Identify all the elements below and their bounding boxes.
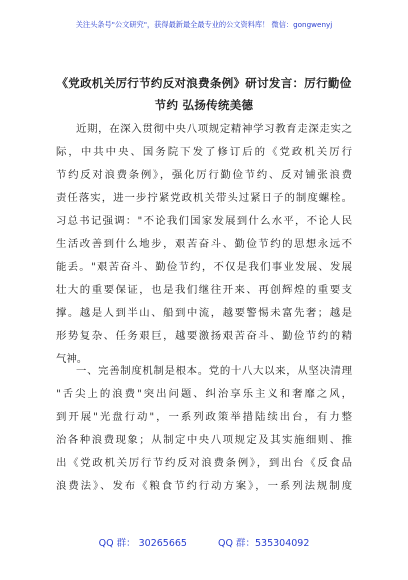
paragraph-line: 习总书记强调："不论我们国家发展到什么水平，不论人民: [56, 215, 352, 227]
footer-contact: [0, 535, 408, 549]
header-promo-note: 关注头条号"公文研究"，获得最新最全最专业的公文资料库！ 微信：gongwenyj: [75, 20, 333, 29]
paragraph-line: 壮大的重要保证，也是我们继往开来、再创辉煌的重要支: [56, 284, 352, 296]
paragraph-line: 形势复杂、任务艰巨，越要激扬艰苦奋斗、勤俭节约的精: [56, 330, 352, 342]
paragraph-line: 近期，在深入贯彻中央八项规定精神学习教育走深走实之: [76, 123, 352, 135]
body-paragraph: [56, 360, 352, 498]
paragraph-line: 到开展"光盘行动"，一系列政策举措陆续出台，有力整: [56, 411, 352, 423]
title-line: 《党政机关厉行节约反对浪费条例》研讨发言：厉行勤俭: [56, 76, 352, 90]
body-paragraph: [56, 118, 352, 371]
footer-qq-group: QQ 群：535304092: [218, 538, 310, 549]
paragraph-line: 能丢。"艰苦奋斗、勤俭节约，不仅是我们事业发展、发展: [56, 261, 352, 273]
paragraph-line: 浪费法》、发布《粮食节约行动方案》，一系列法规制度: [56, 480, 352, 492]
paragraph-line: 撑。越是人到半山、船到中流，越要警惕未富先奢；越是: [56, 307, 352, 319]
paragraph-line: "舌尖上的浪费"突出问题、纠治享乐主义和奢靡之风，: [56, 388, 352, 400]
paragraph-line: 际，中共中央、国务院下发了修订后的《党政机关厉行: [56, 146, 352, 158]
paragraph-line: 生活改善到什么地步，艰苦奋斗、勤俭节约的思想永远不: [56, 238, 352, 250]
title-line: 节约 弘扬传统美德: [154, 98, 254, 112]
document-title: [56, 72, 352, 116]
paragraph-line: 气神。: [56, 353, 88, 365]
paragraph-line: 一、完善制度机制是根本。党的十八大以来，从坚决清理: [76, 365, 352, 377]
footer-qq-group: QQ 群： 30265665: [98, 538, 187, 549]
paragraph-line: 责任落实，进一步拧紧党政机关带头过紧日子的制度螺栓。: [56, 192, 352, 204]
paragraph-line: 治各种浪费现象；从制定中央八项规定及其实施细则、推: [56, 434, 352, 446]
paragraph-line: 节约反对浪费条例》，强化厉行勤俭节约、反对铺张浪费: [56, 169, 352, 181]
paragraph-line: 出《党政机关厉行节约反对浪费条例》，到出台《反食品: [56, 457, 352, 469]
